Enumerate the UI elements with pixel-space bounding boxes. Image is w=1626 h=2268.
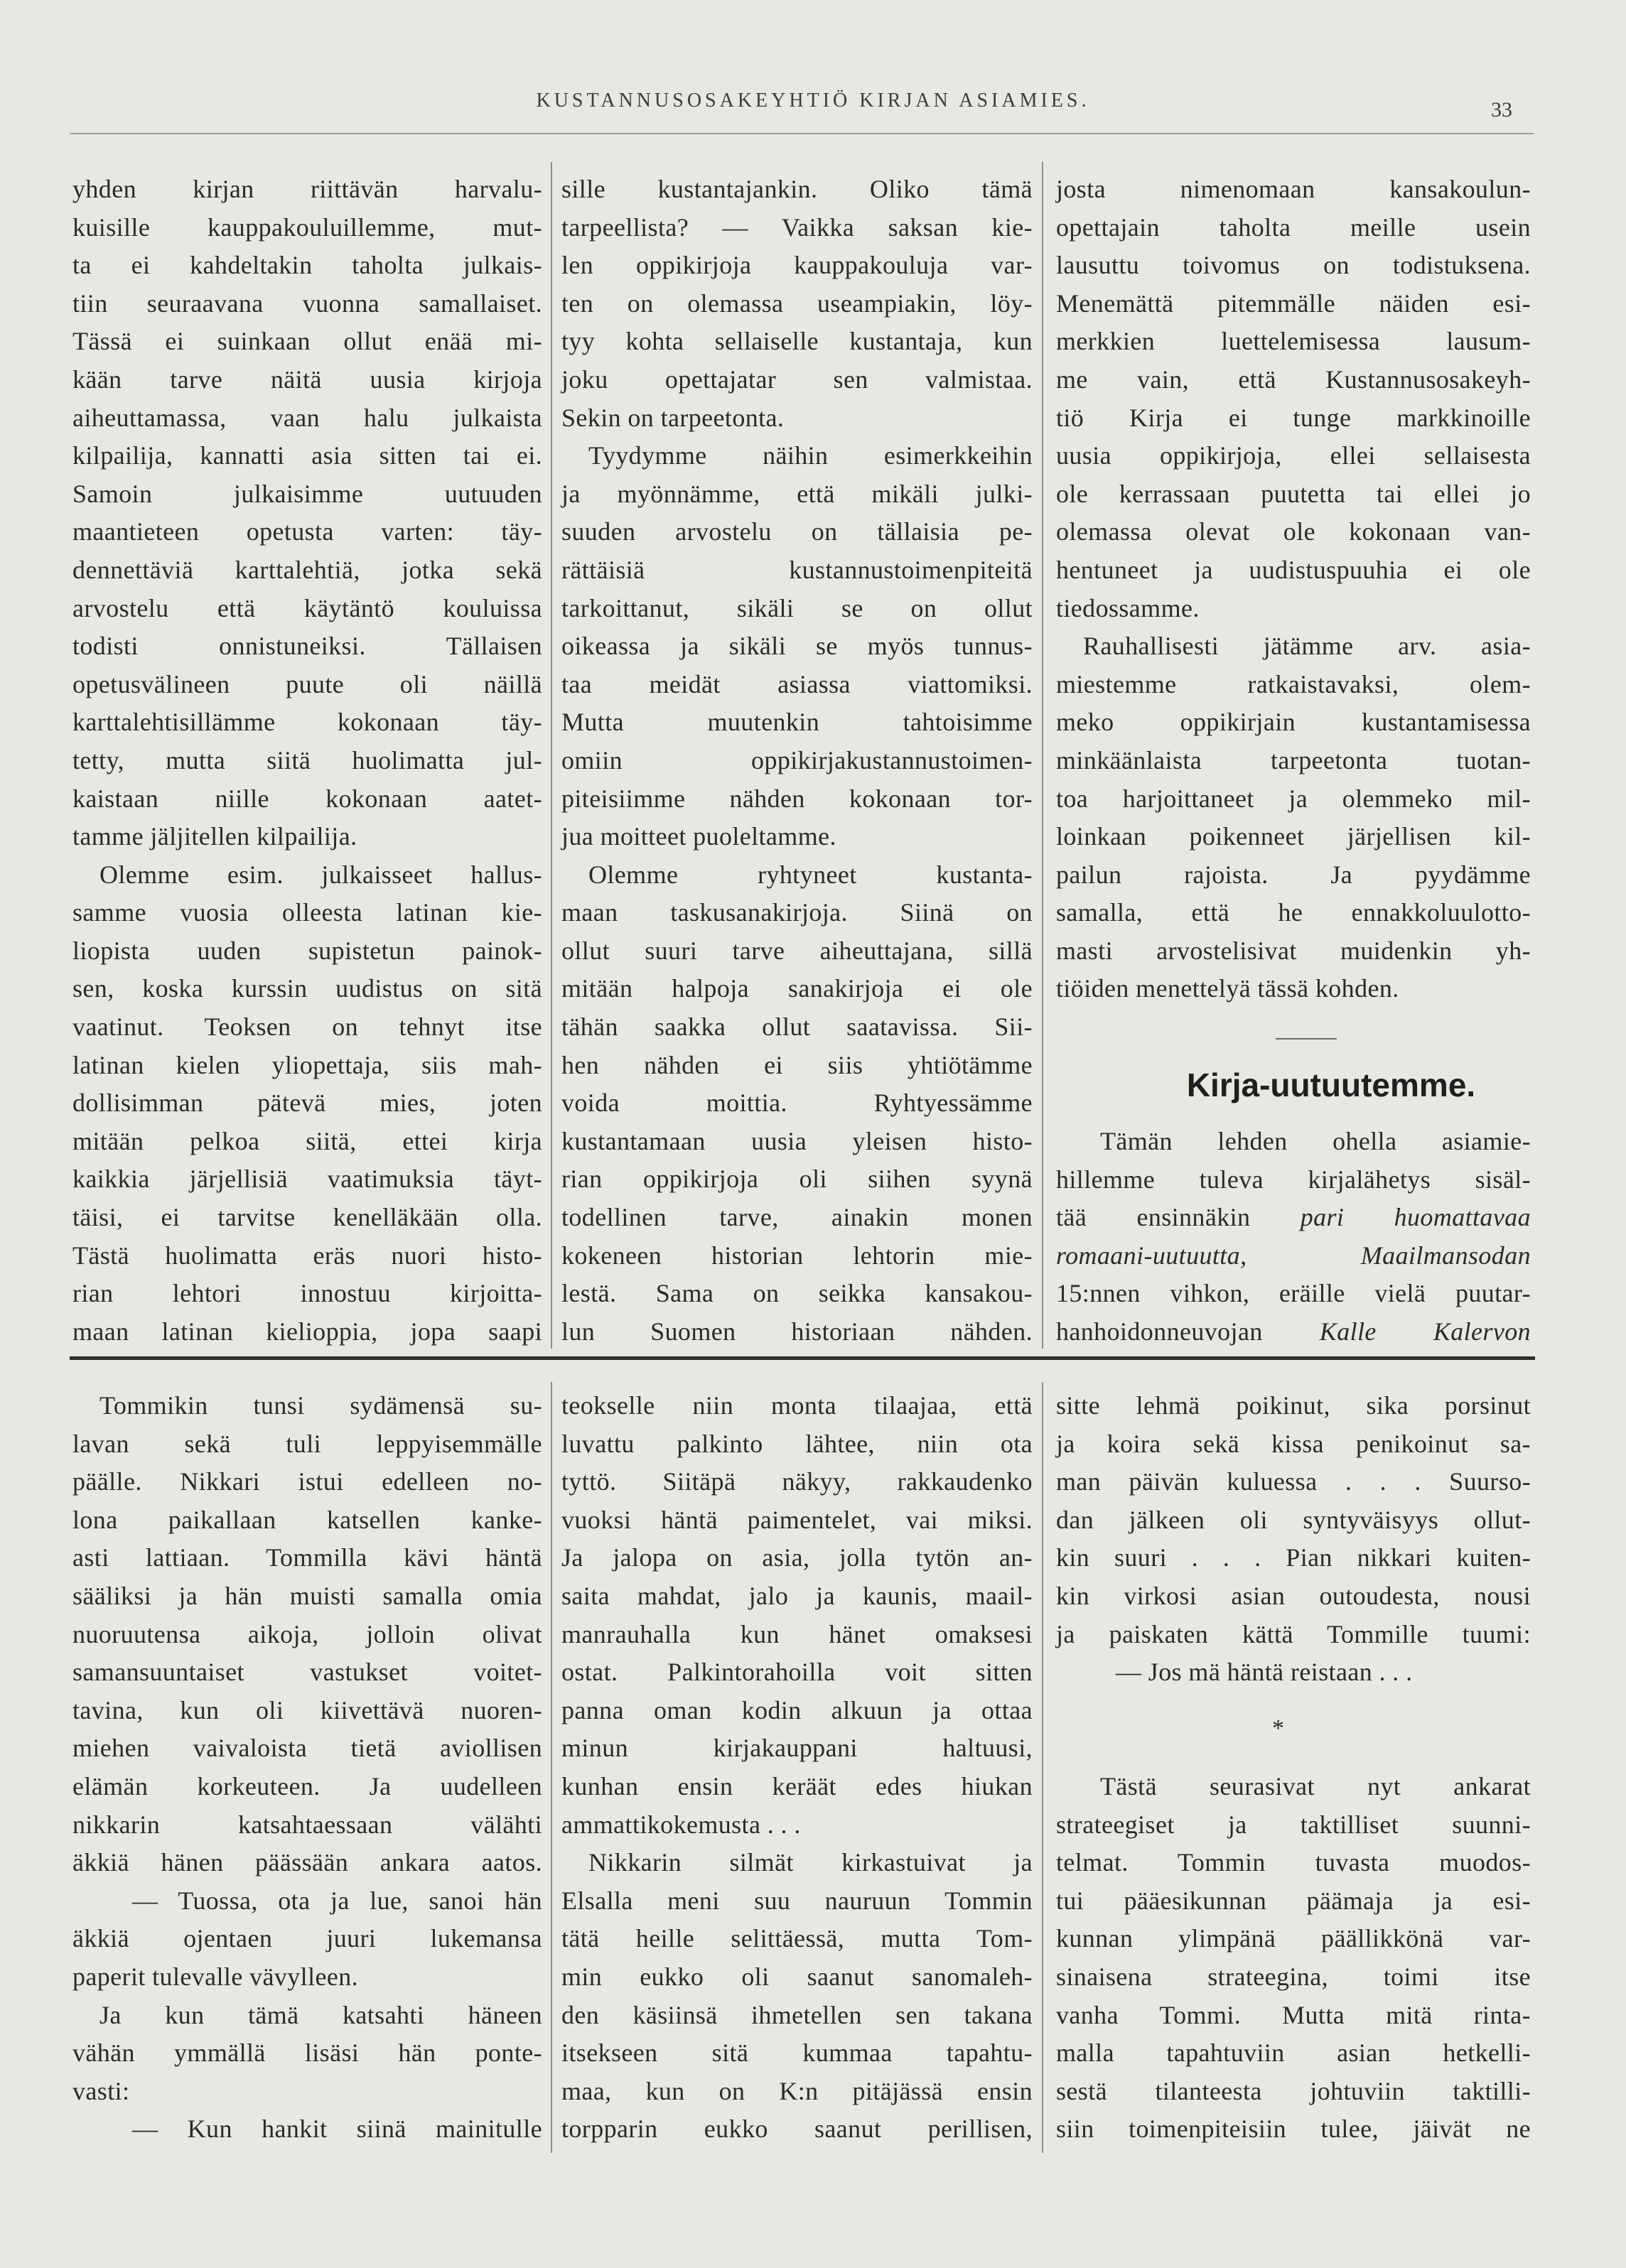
text-line: Tästä huolimatta eräs nuori histo- xyxy=(72,1241,542,1270)
italic-text-segment: Kalle Kalervon xyxy=(1319,1317,1531,1346)
text-line: ja koira sekä kissa penikoinut sa- xyxy=(1056,1429,1531,1458)
text-line: Ja jalopa on asia, jolla tytön an- xyxy=(561,1543,1033,1572)
text-line: ostat. Palkintorahoilla voit sitten xyxy=(561,1658,1033,1687)
text-line: asti lattiaan. Tommilla kävi häntä xyxy=(72,1543,542,1572)
text-line: miestemme ratkaistavaksi, olem- xyxy=(1056,669,1531,698)
column-divider xyxy=(551,1382,552,2153)
text-line: sen, koska kurssin uudistus on sitä xyxy=(72,974,542,1003)
text-line: täisi, ei tarvitse kenelläkään olla. xyxy=(72,1203,542,1232)
text-line: rian lehtori innostuu kirjoitta- xyxy=(72,1279,542,1308)
text-line: omiin oppikirjakustannustoimen- xyxy=(561,745,1033,774)
text-line: lona paikallaan katsellen kanke- xyxy=(72,1505,542,1534)
column-divider xyxy=(1042,1382,1043,2153)
text-line: jua moitteet puoleltamme. xyxy=(561,822,836,851)
text-line: rian oppikirjoja oli siihen syynä xyxy=(561,1165,1033,1194)
text-line: Tyydymme näihin esimerkkeihin xyxy=(588,441,1033,470)
text-line: dollisimman pätevä mies, joten xyxy=(72,1089,542,1118)
text-line: samansuuntaiset vastukset voitet- xyxy=(72,1658,542,1687)
text-line: toa harjoittaneet ja olemmeko mil- xyxy=(1056,784,1531,813)
text-line: vaatinut. Teoksen on tehnyt itse xyxy=(72,1012,542,1042)
text-line: sääliksi ja hän muisti samalla omia xyxy=(72,1581,542,1610)
text-line: luvattu palkinto lähtee, niin ota xyxy=(561,1429,1033,1458)
text-line: merkkien luettelemisessa lausum- xyxy=(1056,327,1531,356)
text-line: len oppikirjoja kauppakouluja var- xyxy=(561,251,1033,280)
text-line: tetty, mutta siitä huolimatta jul- xyxy=(72,745,542,774)
text-line xyxy=(1056,1199,1531,1237)
text-line: tarpeellista? — Vaikka saksan kie- xyxy=(561,212,1033,242)
text-line: kään tarve näitä uusia kirjoja xyxy=(72,364,542,394)
text-line: panna oman kodin alkuun ja ottaa xyxy=(561,1695,1033,1724)
text-line: tiedossamme. xyxy=(1056,593,1200,622)
text-line: Tässä ei suinkaan ollut enää mi- xyxy=(72,327,542,356)
text-line: hen nähden ei siis yhtiötämme xyxy=(561,1050,1033,1079)
text-line: vanha Tommi. Mutta mitä rinta- xyxy=(1056,2000,1531,2029)
text-line: äkkiä hänen päässään ankara aatos. xyxy=(72,1848,542,1877)
text-line: opettajain taholta meille usein xyxy=(1056,212,1531,242)
story-column-bottom-right xyxy=(1056,1387,1531,1692)
text-line: sitte lehmä poikinut, sika porsinut xyxy=(1056,1391,1531,1420)
text-line: Samoin julkaisimme uutuuden xyxy=(72,479,542,508)
text-line: päälle. Nikkari istui edelleen no- xyxy=(72,1467,542,1496)
text-line: vuoksi häntä paimentelet, vai miksi. xyxy=(561,1505,1033,1534)
text-line: — Tuossa, ota ja lue, sanoi hän xyxy=(132,1886,542,1915)
scene-break-asterisk: * xyxy=(1272,1715,1284,1742)
text-line: aiheuttamassa, vaan halu julkaista xyxy=(72,403,542,432)
text-line: todellinen tarve, ainakin monen xyxy=(561,1203,1033,1232)
article-column-top-right-news xyxy=(1056,1123,1531,1351)
text-line: paperit tulevalle vävylleen. xyxy=(72,1962,359,1991)
text-line: tähän saakka ollut saatavissa. Sii- xyxy=(561,1012,1033,1042)
text-line: minun kirjakauppani haltuusi, xyxy=(561,1734,1033,1763)
text-line: itsekseen sitä kummaa tapahtu- xyxy=(561,2038,1033,2068)
text-line: tiöiden menettelyä tässä kohden. xyxy=(1056,974,1399,1003)
text-line: hillemme tuleva kirjalähetys sisäl- xyxy=(1056,1165,1531,1194)
text-line: den käsiinsä ihmetellen sen takana xyxy=(561,2000,1033,2029)
text-line: Tästä seurasivat nyt ankarat xyxy=(1100,1772,1531,1800)
text-line: arvostelu että käytäntö kouluissa xyxy=(72,593,542,622)
text-line: Nikkarin silmät kirkastuivat ja xyxy=(588,1848,1033,1877)
text-line: kin suuri . . . Pian nikkari kuiten- xyxy=(1056,1543,1531,1572)
text-line: — Jos mä häntä reistaan . . . xyxy=(1116,1658,1413,1687)
text-line: Sekin on tarpeetonta. xyxy=(561,403,785,432)
text-line: Menemättä pitemmälle näiden esi- xyxy=(1056,288,1531,318)
text-line: oikeassa ja sikäli se myös tunnus- xyxy=(561,632,1033,661)
text-line: rättäisiä kustannustoimenpiteitä xyxy=(561,555,1033,584)
text-line: yhden kirjan riittävän harvalu- xyxy=(72,175,542,203)
text-line: torpparin eukko saanut perillisen, xyxy=(561,2115,1033,2144)
text-line: miehen vaivaloista tietä aviollisen xyxy=(72,1734,542,1763)
text-line xyxy=(1056,1313,1531,1351)
text-line: telmat. Tommin tuvasta muodos- xyxy=(1056,1848,1531,1877)
text-line: äkkiä ojentaen juuri lukemansa xyxy=(72,1924,542,1953)
text-line: sille kustantajankin. Oliko tämä xyxy=(561,175,1033,203)
text-line: hentuneet ja uudistuspuuhia ei ole xyxy=(1056,555,1531,584)
text-line: kuisille kauppakouluillemme, mut- xyxy=(72,212,542,242)
text-line: uusia oppikirjoja, ellei sellaisesta xyxy=(1056,441,1531,470)
text-line: tavina, kun oli kiivettävä nuoren- xyxy=(72,1695,542,1724)
text-line: ammattikokemusta . . . xyxy=(561,1810,801,1839)
text-line: tiin seuraavana vuonna samallaiset. xyxy=(72,288,542,318)
text-line: maan taskusanakirjoja. Siinä on xyxy=(561,898,1033,927)
text-line: Rauhallisesti jätämme arv. asia- xyxy=(1083,632,1531,661)
text-line: samalla, että he ennakkoluulotto- xyxy=(1056,898,1531,927)
text-line: kilpailija, kannatti asia sitten tai ei. xyxy=(72,441,542,470)
text-line: Tommikin tunsi sydämensä su- xyxy=(99,1391,542,1420)
text-line: Olemme esim. julkaisseet hallus- xyxy=(99,860,542,889)
text-line: tamme jäljitellen kilpailija. xyxy=(72,822,357,851)
text-line: vasti: xyxy=(72,2076,130,2105)
text-line: suuden arvostelu on tällaisia pe- xyxy=(561,517,1033,546)
text-line: maantieteen opetusta varten: täy- xyxy=(72,517,542,546)
text-line: todisti onnistuneiksi. Tällaisen xyxy=(72,632,542,661)
text-line: romaani-uutuutta, Maailmansodan xyxy=(1056,1241,1531,1270)
header-rule xyxy=(70,133,1534,134)
text-line: mitään halpoja sanakirjoja ei ole xyxy=(561,974,1033,1003)
text-line: dennettäviä karttalehtiä, jotka sekä xyxy=(72,555,542,584)
story-column-bottom-right-continued xyxy=(1056,1768,1531,2149)
text-line: tui pääesikunnan päämaja ja esi- xyxy=(1056,1886,1531,1915)
text-line: samme vuosia olleesta latinan kie- xyxy=(72,898,542,927)
text-line: dan jälkeen oli syntyväisyys ollut- xyxy=(1056,1505,1531,1534)
text-line: Tämän lehden ohella asiamie- xyxy=(1100,1127,1531,1155)
text-line: kin virkosi asian outoudesta, nousi xyxy=(1056,1581,1531,1610)
text-line: me vain, että Kustannusosakeyh- xyxy=(1056,364,1531,394)
column-divider xyxy=(1042,162,1043,1349)
text-line: tätä heille selittäessä, mutta Tom- xyxy=(561,1924,1033,1953)
column-divider xyxy=(551,162,552,1349)
text-line: tiö Kirja ei tunge markkinoille xyxy=(1056,403,1531,432)
text-line: teokselle niin monta tilaajaa, että xyxy=(561,1391,1033,1420)
text-line: — Kun hankit siinä mainitulle xyxy=(132,2115,542,2144)
text-line: man päivän kuluessa . . . Suurso- xyxy=(1056,1467,1531,1496)
text-line: kokeneen historian lehtorin mie- xyxy=(561,1241,1033,1270)
article-column-top-left xyxy=(72,171,542,1351)
text-line: 15:nnen vihkon, eräille vielä puutar- xyxy=(1056,1279,1531,1308)
page-number: 33 xyxy=(1491,98,1512,122)
text-line: masti arvostelisivat muidenkin yh- xyxy=(1056,936,1531,965)
text-line: kunhan ensin keräät edes hiukan xyxy=(561,1771,1033,1800)
text-segment: tää ensinnäkin xyxy=(1056,1203,1251,1232)
text-line: liopista uuden supistetun painok- xyxy=(72,936,542,965)
text-line: josta nimenomaan kansakoulun- xyxy=(1056,175,1531,203)
text-line: ten on olemassa useampiakin, löy- xyxy=(561,288,1033,318)
text-line: manrauhalla kun hänet omaksesi xyxy=(561,1619,1033,1648)
text-line: elämän korkeuteen. Ja uudelleen xyxy=(72,1771,542,1800)
text-line: nikkarin katsahtaessaan välähti xyxy=(72,1810,542,1839)
text-line: lavan sekä tuli leppyisemmälle xyxy=(72,1429,542,1458)
text-line: piteisiimme nähden kokonaan tor- xyxy=(561,784,1033,813)
text-segment: hanhoidonneuvojan xyxy=(1056,1317,1263,1346)
text-line: voida moittia. Ryhtyessämme xyxy=(561,1089,1033,1118)
text-line: meko oppikirjain kustantamisessa xyxy=(1056,708,1531,737)
text-line: Ja kun tämä katsahti häneen xyxy=(99,2000,542,2029)
text-line: maan latinan kielioppia, jopa saapi xyxy=(72,1317,542,1346)
text-line: sestä tilanteesta johtuviin taktilli- xyxy=(1056,2076,1531,2105)
text-line: tarkoittanut, sikäli se on ollut xyxy=(561,593,1033,622)
text-line: lausuttu toivomus on todistuksena. xyxy=(1056,251,1531,280)
running-title: KUSTANNUSOSAKEYHTIÖ KIRJAN ASIAMIES. xyxy=(536,90,1090,112)
text-line: latinan kielen yliopettaja, siis mah- xyxy=(72,1050,542,1079)
text-line: Mutta muutenkin tahtoisimme xyxy=(561,708,1033,737)
text-line: olemassa olevat ole kokonaan van- xyxy=(1056,517,1531,546)
text-line: ole kerrassaan puutetta tai ellei jo xyxy=(1056,479,1531,508)
text-line: nuoruutensa aikoja, jolloin olivat xyxy=(72,1619,542,1648)
text-line: ollut suuri tarve aiheuttajana, sillä xyxy=(561,936,1033,965)
text-line: ja myönnämme, että mikäli julki- xyxy=(561,479,1033,508)
text-line: ta ei kahdeltakin taholta julkais- xyxy=(72,251,542,280)
section-rule xyxy=(70,1356,1535,1360)
text-line: saita mahdat, jalo ja kaunis, maail- xyxy=(561,1581,1033,1610)
text-line: vähän ymmällä lisäsi hän ponte- xyxy=(72,2038,542,2068)
text-line: ja paiskaten kättä Tommille tuumi: xyxy=(1056,1619,1531,1648)
text-line: kunnan ylimpänä päällikkönä var- xyxy=(1056,1924,1531,1953)
text-line: sinaisena strateegina, toimi itse xyxy=(1056,1962,1531,1991)
text-line: lestä. Sama on seikka kansakou- xyxy=(561,1279,1033,1308)
article-column-top-middle xyxy=(561,171,1033,1351)
text-line: siin toimenpiteisiin tulee, jäivät ne xyxy=(1056,2115,1531,2144)
text-line: lun Suomen historiaan nähden. xyxy=(561,1317,1033,1346)
text-line: joku opettajatar sen valmistaa. xyxy=(561,364,1033,394)
text-line: loinkaan poikenneet järjellisen kil- xyxy=(1056,822,1531,851)
text-line: karttalehtisillämme kokonaan täy- xyxy=(72,708,542,737)
text-line: minkäänlaista tarpeetonta tuotan- xyxy=(1056,745,1531,774)
text-line: opetusvälineen puute oli näillä xyxy=(72,669,542,698)
text-line: kaistaan niille kokonaan aatet- xyxy=(72,784,542,813)
text-line: maa, kun on K:n pitäjässä ensin xyxy=(561,2076,1033,2105)
text-line: kaikkia järjellisiä vaatimuksia täyt- xyxy=(72,1165,542,1194)
text-line: pailun rajoista. Ja pyydämme xyxy=(1056,860,1531,889)
text-line: tyttö. Siitäpä näkyy, rakkaudenko xyxy=(561,1467,1033,1496)
article-column-top-right xyxy=(1056,171,1531,1008)
text-line: kustantamaan uusia yleisen histo- xyxy=(561,1126,1033,1155)
story-column-bottom-middle xyxy=(561,1387,1033,2149)
text-line: malla tapahtuviin asian hetkelli- xyxy=(1056,2038,1531,2068)
text-line: Elsalla meni suu nauruun Tommin xyxy=(561,1886,1033,1915)
story-column-bottom-left xyxy=(72,1387,542,2149)
text-line: min eukko oli saanut sanomaleh- xyxy=(561,1962,1033,1991)
text-line: strateegiset ja taktilliset suunni- xyxy=(1056,1810,1531,1839)
text-line: Olemme ryhtyneet kustanta- xyxy=(588,860,1033,889)
text-line: tyy kohta sellaiselle kustantaja, kun xyxy=(561,327,1033,356)
italic-text-segment: pari huomattavaa xyxy=(1300,1203,1531,1232)
section-divider-short xyxy=(1276,1038,1337,1040)
text-line: mitään pelkoa siitä, ettei kirja xyxy=(72,1126,542,1155)
text-line: taa meidät asiassa viattomiksi. xyxy=(561,669,1033,698)
section-heading: Kirja-uutuutemme. xyxy=(1186,1066,1476,1103)
